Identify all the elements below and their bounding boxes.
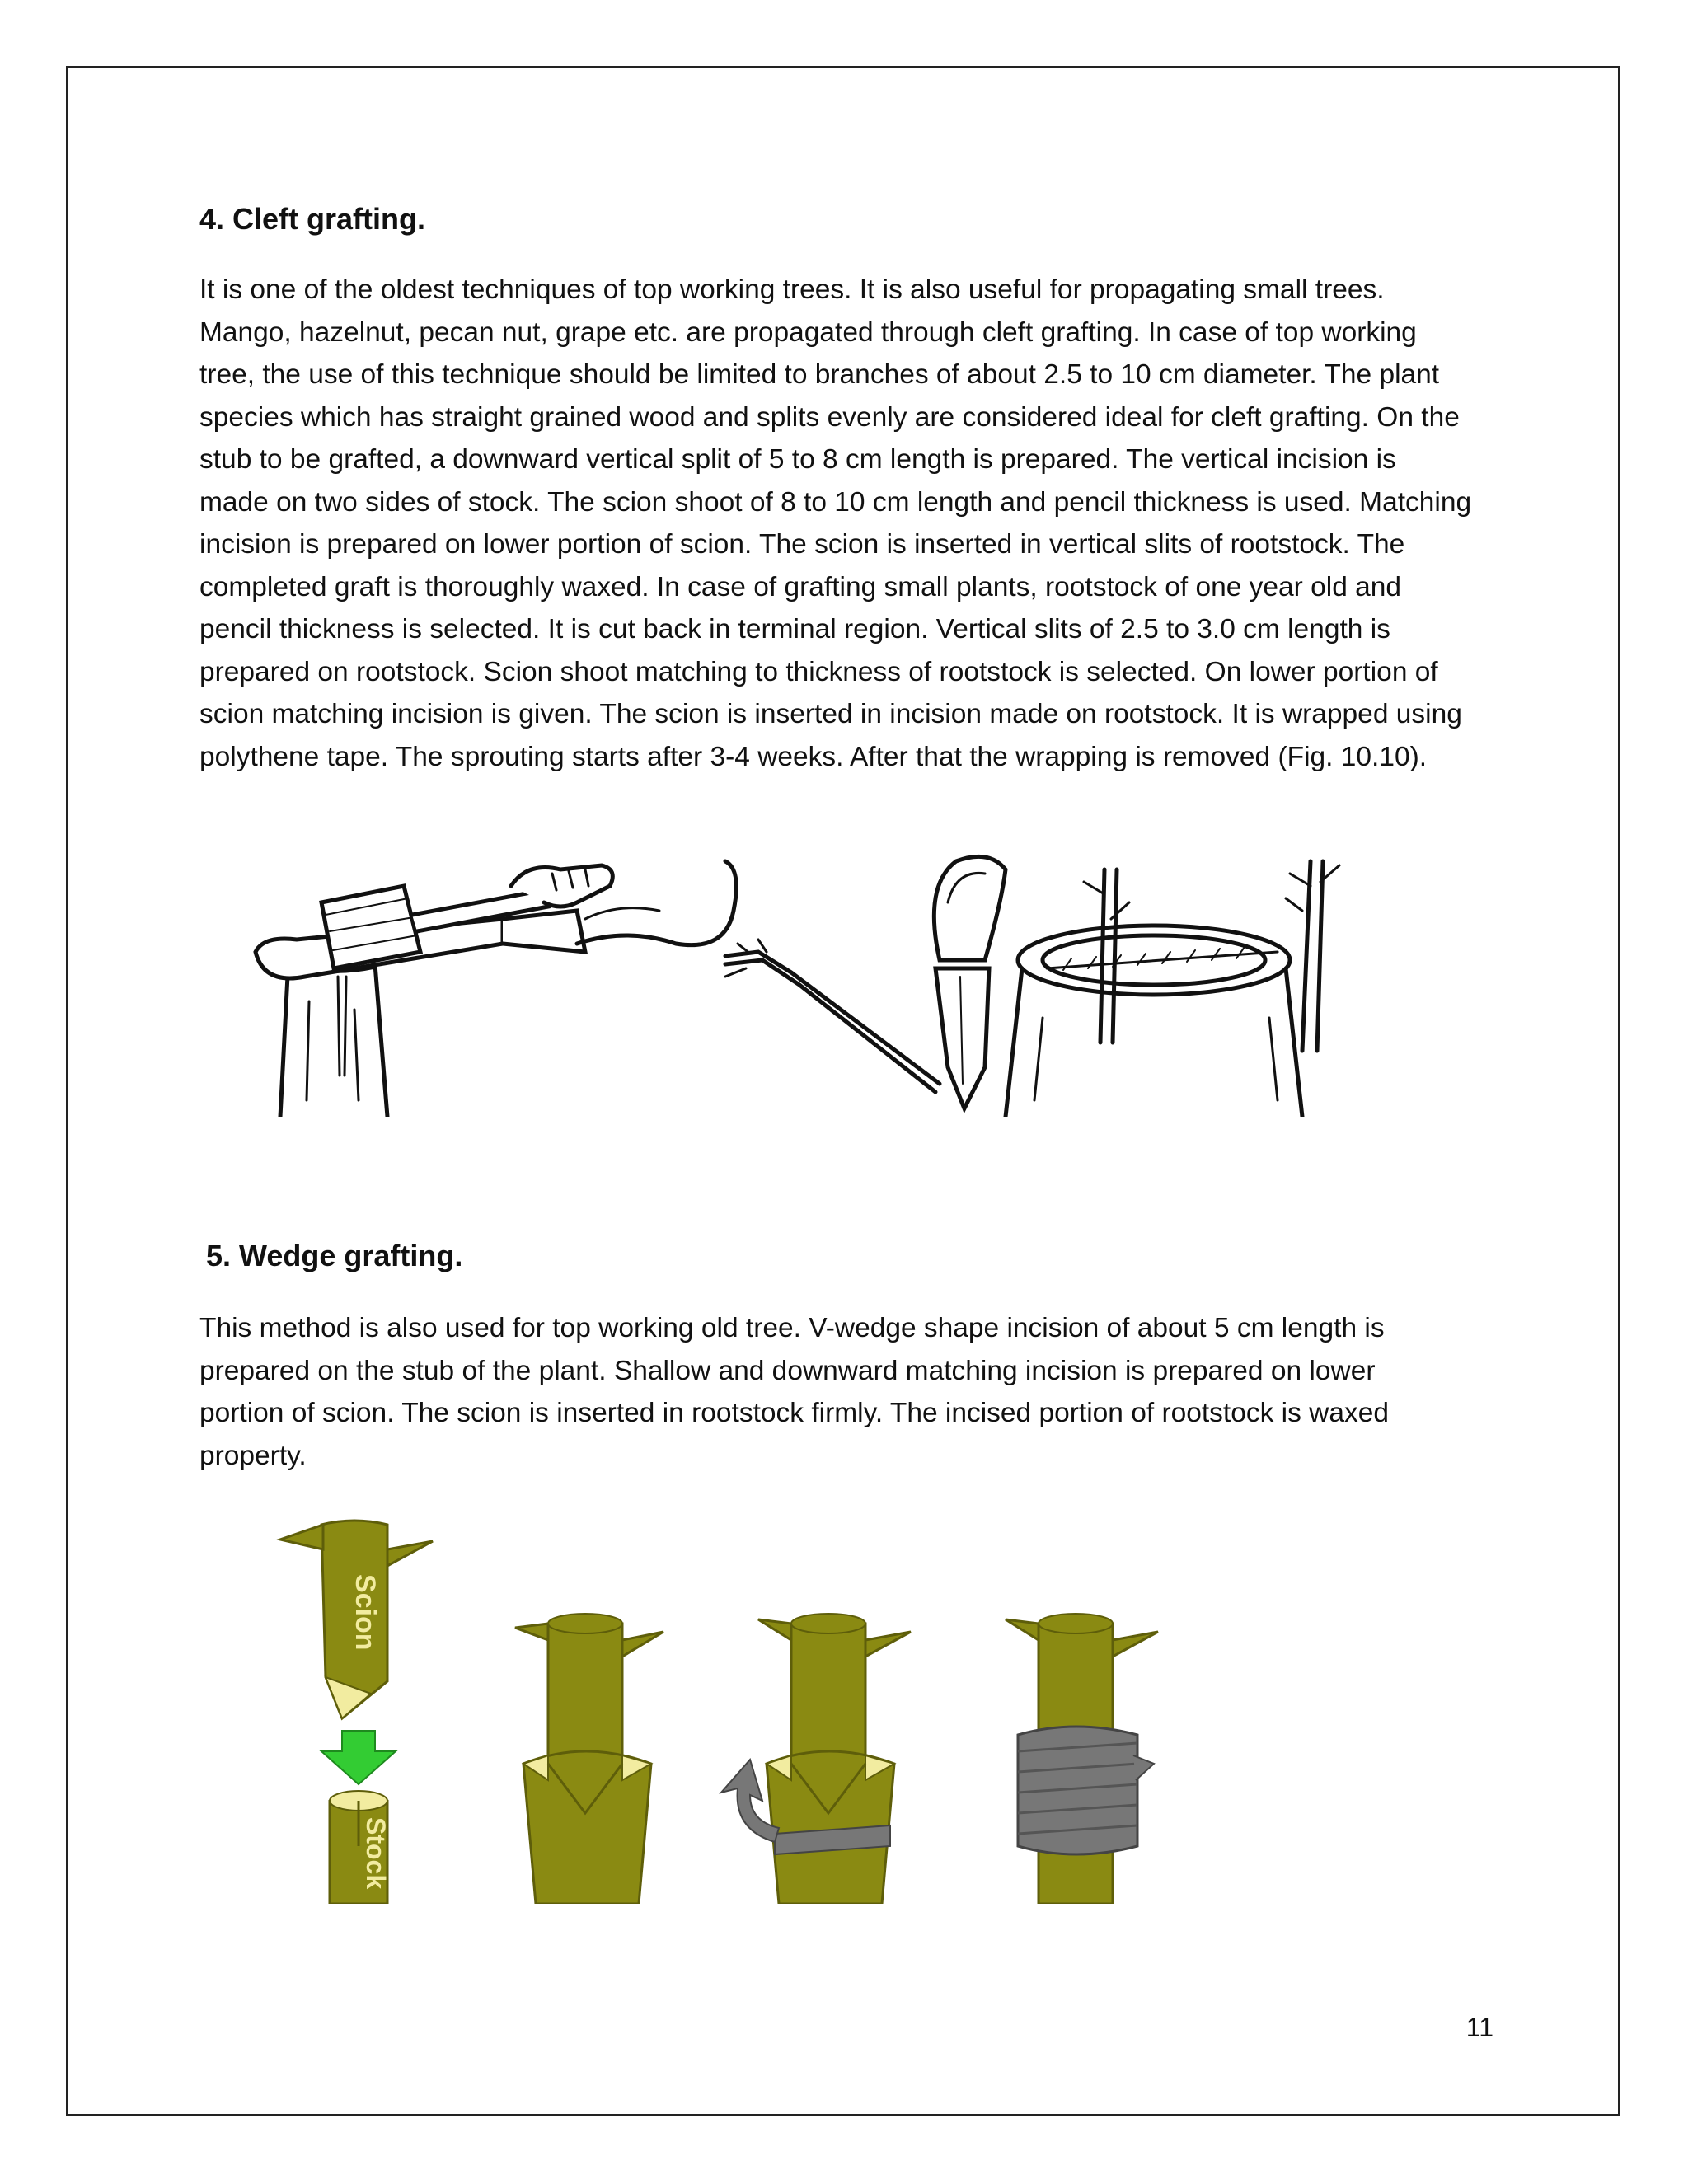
text-line: completed graft is thoroughly waxed. In case of grafting small plants, rootstock of one year old and	[199, 571, 1402, 602]
text-line: made on two sides of stock. The scion shoot of 8 to 10 cm length and pencil thickness is used. Matching	[199, 486, 1472, 518]
stock-label: Stock	[361, 1817, 391, 1890]
scion-label: Scion	[349, 1574, 381, 1651]
text-line: tree, the use of this technique should be limited to branches of about 2.5 to 10 cm diameter. The plant	[199, 359, 1440, 390]
paragraph-cleft-grafting	[199, 269, 1471, 778]
text-line: incision is prepared on lower portion of scion. The scion is inserted in vertical slits of rootstock. The	[199, 529, 1405, 560]
page-number: 11	[1465, 2013, 1493, 2042]
text-line: scion matching incision is given. The scion is inserted in incision made on rootstock. It is wrapped using	[199, 699, 1462, 729]
scion-inserted-panel	[515, 1614, 663, 1904]
text-line: Mango, hazelnut, pecan nut, grape etc. are propagated through cleft grafting. In case of top working	[199, 316, 1417, 348]
paragraph-wedge-grafting	[199, 1307, 1389, 1477]
section-heading-wedge-grafting: 5. Wedge grafting.	[206, 1239, 463, 1272]
text-line: pencil thickness is selected. It is cut back in terminal region. Vertical slits of 2.5 to 3.0 cm length is	[199, 614, 1390, 644]
wrapped-graft-panel	[1006, 1614, 1158, 1904]
mallet-splitting-stock-drawing	[256, 861, 736, 1117]
down-arrow-icon	[321, 1731, 396, 1784]
text-line: prepared on the stub of the plant. Shallow and downward matching incision is prepared on lower	[199, 1355, 1376, 1386]
cleft-grafting-illustration	[231, 853, 1401, 1117]
text-line: species which has straight grained wood and splits evenly are considered ideal for cleft grafting. On the	[199, 401, 1460, 433]
section-heading-cleft-grafting: 4. Cleft grafting.	[199, 202, 426, 236]
text-line: It is one of the oldest techniques of top working trees. It is also useful for propagating small trees.	[199, 274, 1385, 305]
text-line: prepared on rootstock. Scion shoot matching to thickness of rootstock is selected. On lower portion of	[199, 656, 1438, 687]
scion-and-knife-drawing	[725, 856, 1006, 1108]
text-line: polythene tape. The sprouting starts after 3-4 weeks. After that the wrapping is removed (Fig. 10.10).	[199, 741, 1428, 772]
scion-and-stock-panel	[280, 1521, 433, 1904]
text-line: property.	[199, 1440, 307, 1471]
text-line: stub to be grafted, a downward vertical split of 5 to 8 cm length is prepared. The vertical incision is	[199, 444, 1396, 475]
inserted-scions-drawing	[1006, 861, 1339, 1117]
text-line: This method is also used for top working old tree. V-wedge shape incision of about 5 cm length is	[199, 1313, 1385, 1343]
wedge-grafting-illustration	[264, 1516, 1269, 1904]
wrapping-panel	[721, 1614, 911, 1904]
text-line: portion of scion. The scion is inserted in rootstock firmly. The incised portion of rootstock is waxed	[199, 1398, 1390, 1428]
